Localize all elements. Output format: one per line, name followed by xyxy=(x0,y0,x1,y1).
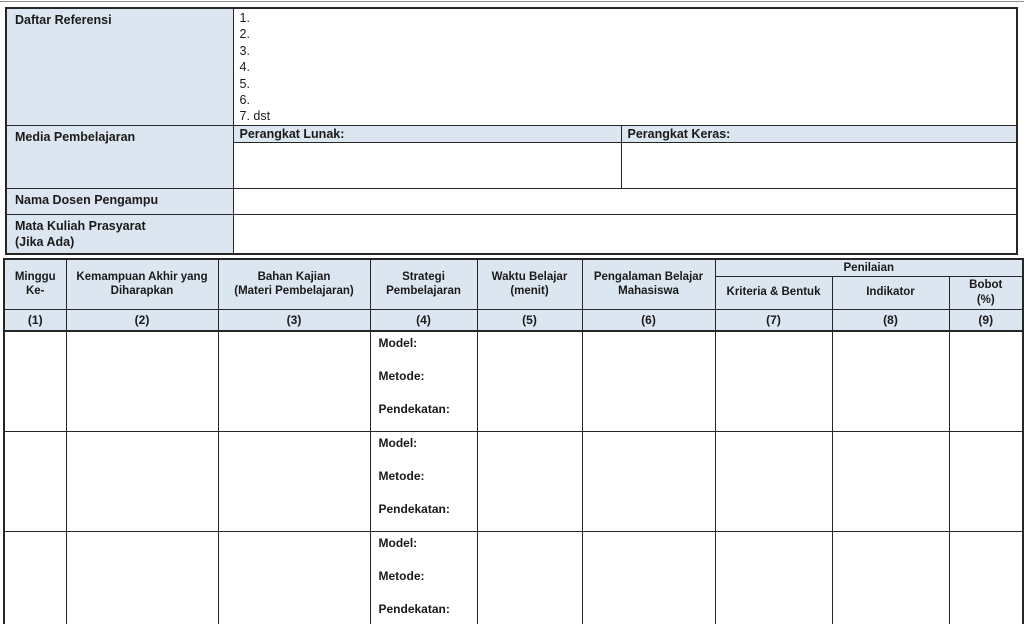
cell-kemampuan xyxy=(66,331,218,432)
col-header-minggu-line1: Minggu xyxy=(14,270,56,283)
col-header-bobot-line2: (%) xyxy=(976,293,995,306)
nama-dosen-value xyxy=(233,188,1017,214)
cell-waktu xyxy=(477,532,582,624)
col-header-kriteria-bentuk: Kriteria & Bentuk xyxy=(715,276,832,309)
nama-dosen-label: Nama Dosen Pengampu xyxy=(6,188,233,214)
header-row-top xyxy=(4,259,1023,276)
reference-item-7: 7. dst xyxy=(239,109,271,124)
col-header-kemampuan xyxy=(66,259,218,309)
col-header-bobot xyxy=(949,276,1023,309)
col-number-4: (4) xyxy=(370,309,477,331)
pendekatan-label: Pendekatan: xyxy=(378,502,450,516)
col-header-bahan-line2: (Materi Pembelajaran) xyxy=(234,285,354,298)
cell-minggu xyxy=(4,432,66,532)
perangkat-keras-section xyxy=(621,125,1017,188)
perangkat-lunak-section xyxy=(233,125,621,188)
col-number-8: (8) xyxy=(832,309,949,331)
schedule-row-3 xyxy=(4,532,1023,624)
cell-kriteria xyxy=(715,331,832,432)
mata-kuliah-prasyarat-value xyxy=(233,214,1017,254)
reference-item-5: 5. xyxy=(239,76,250,91)
cell-bobot xyxy=(949,331,1023,432)
cell-bobot xyxy=(949,532,1023,624)
cell-bobot xyxy=(949,432,1023,532)
model-label: Model: xyxy=(378,436,418,450)
mata-kuliah-prasyarat-label-line2: (Jika Ada) xyxy=(15,234,75,249)
schedule-row-2 xyxy=(4,432,1023,532)
metode-label: Metode: xyxy=(378,369,425,383)
schedule-table xyxy=(3,258,1024,624)
col-number-6: (6) xyxy=(582,309,715,331)
perangkat-lunak-value xyxy=(234,143,621,188)
row-mata-kuliah-prasyarat xyxy=(6,214,1017,254)
column-numbers-row xyxy=(4,309,1023,331)
daftar-referensi-label: Daftar Referensi xyxy=(6,8,233,125)
metode-label: Metode: xyxy=(378,569,425,583)
cell-strategi xyxy=(370,532,477,624)
daftar-referensi-list xyxy=(233,8,1017,125)
cell-indikator xyxy=(832,432,949,532)
pendekatan-label: Pendekatan: xyxy=(378,402,450,416)
mata-kuliah-prasyarat-label xyxy=(6,214,233,254)
col-header-minggu xyxy=(4,259,66,309)
reference-item-6: 6. xyxy=(239,93,250,108)
col-header-strategi-line1: Strategi xyxy=(402,270,445,283)
col-header-strategi xyxy=(370,259,477,309)
row-nama-dosen xyxy=(6,188,1017,214)
reference-item-1: 1. xyxy=(239,11,250,25)
cell-kriteria xyxy=(715,532,832,624)
col-number-5: (5) xyxy=(477,309,582,331)
perangkat-lunak-header: Perangkat Lunak: xyxy=(234,126,621,143)
cell-waktu xyxy=(477,331,582,432)
cell-strategi xyxy=(370,432,477,532)
media-pembelajaran-label: Media Pembelajaran xyxy=(6,125,233,188)
col-number-3: (3) xyxy=(218,309,370,331)
col-header-pengalaman-line2: Mahasiswa xyxy=(618,285,679,298)
col-header-waktu-line1: Waktu Belajar xyxy=(491,270,568,283)
cell-strategi xyxy=(370,331,477,432)
col-number-9: (9) xyxy=(949,309,1023,331)
mata-kuliah-prasyarat-label-line1: Mata Kuliah Prasyarat xyxy=(15,218,146,233)
cell-kriteria xyxy=(715,432,832,532)
cell-minggu xyxy=(4,532,66,624)
col-header-kemampuan-line2: Diharapkan xyxy=(110,285,174,298)
perangkat-keras-value xyxy=(622,143,1017,188)
col-header-waktu xyxy=(477,259,582,309)
cell-bahan xyxy=(218,532,370,624)
col-header-minggu-line2: Ke- xyxy=(25,285,45,298)
cell-indikator xyxy=(832,532,949,624)
reference-item-4: 4. xyxy=(239,60,250,75)
top-rule xyxy=(0,1,1024,2)
model-label: Model: xyxy=(378,336,418,350)
model-label: Model: xyxy=(378,536,418,550)
col-header-pengalaman-line1: Pengalaman Belajar xyxy=(593,270,704,283)
cell-bahan xyxy=(218,432,370,532)
info-table xyxy=(5,7,1018,255)
cell-kemampuan xyxy=(66,432,218,532)
col-header-bahan-kajian xyxy=(218,259,370,309)
cell-bahan xyxy=(218,331,370,432)
cell-pengalaman xyxy=(582,432,715,532)
cell-pengalaman xyxy=(582,331,715,432)
row-daftar-referensi xyxy=(6,8,1017,125)
col-number-2: (2) xyxy=(66,309,218,331)
col-header-strategi-line2: Pembelajaran xyxy=(386,285,461,298)
col-number-1: (1) xyxy=(4,309,66,331)
cell-indikator xyxy=(832,331,949,432)
reference-item-3: 3. xyxy=(239,43,250,58)
cell-minggu xyxy=(4,331,66,432)
cell-kemampuan xyxy=(66,532,218,624)
col-header-bahan-line1: Bahan Kajian xyxy=(257,270,331,283)
reference-item-2: 2. xyxy=(239,27,250,42)
cell-waktu xyxy=(477,432,582,532)
perangkat-keras-header: Perangkat Keras: xyxy=(622,126,1017,143)
pendekatan-label: Pendekatan: xyxy=(378,602,450,616)
row-media-pembelajaran xyxy=(6,125,1017,188)
col-header-penilaian: Penilaian xyxy=(715,259,1023,276)
col-header-bobot-line1: Bobot xyxy=(969,279,1003,291)
col-header-kemampuan-line1: Kemampuan Akhir yang xyxy=(76,270,208,283)
schedule-row-1 xyxy=(4,331,1023,432)
metode-label: Metode: xyxy=(378,469,425,483)
col-header-waktu-line2: (menit) xyxy=(510,285,549,298)
cell-pengalaman xyxy=(582,532,715,624)
col-header-pengalaman xyxy=(582,259,715,309)
col-number-7: (7) xyxy=(715,309,832,331)
col-header-indikator: Indikator xyxy=(832,276,949,309)
